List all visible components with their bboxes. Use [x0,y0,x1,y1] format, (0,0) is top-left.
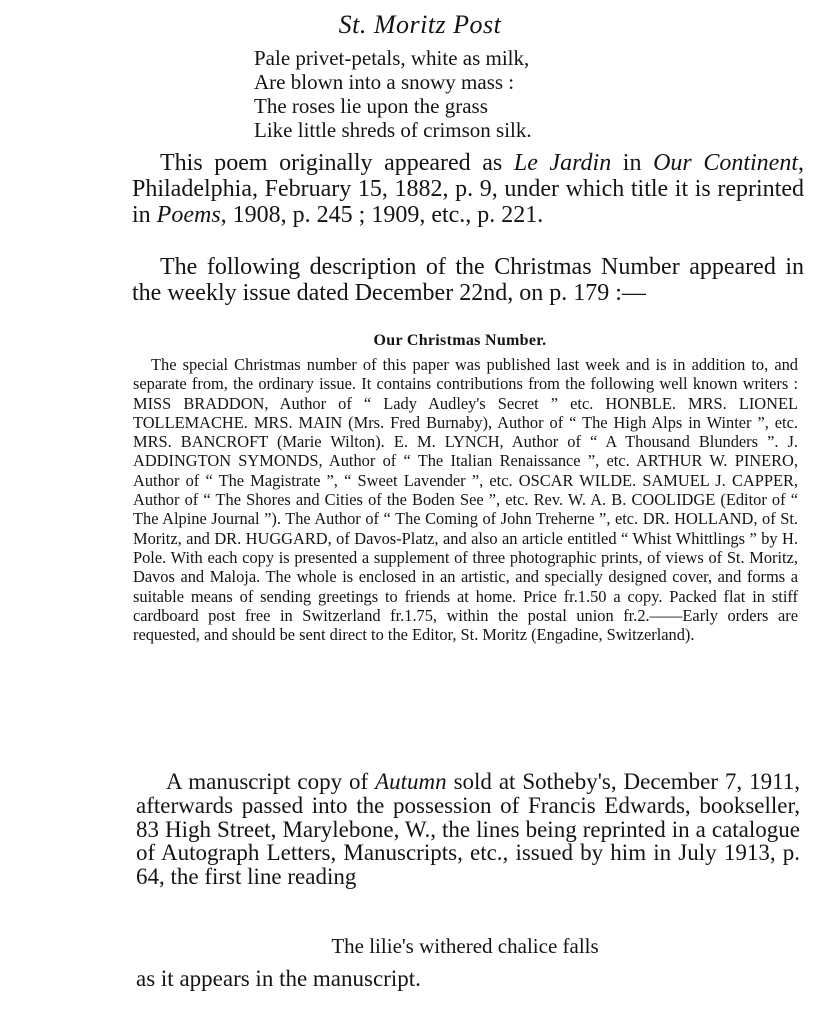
paragraph-christmas-intro: The following description of the Christmas Number appeared in the weekly issue dated December 22nd, on p. 179 :— [132,254,804,306]
quoted-line: The lilie's withered chalice falls [331,934,599,958]
poem-stanza [254,46,532,142]
poem-line: Are blown into a snowy mass : [254,70,515,94]
paragraph-manuscript [136,770,800,889]
text-run: in [611,150,654,176]
italic-title: Poems [156,202,221,228]
italic-title: Le Jardin [513,150,612,176]
notice-body [133,355,798,644]
text-run: This poem originally appeared as [160,150,514,176]
notice-heading: Our Christmas Number. [373,332,547,349]
italic-title: Autumn [375,769,447,794]
paragraph-manuscript-text [136,770,800,889]
poem-line: Pale privet-petals, white as milk, [254,46,530,70]
text-run: , Philadelphia, February 15, 1882, p. 9, under which title it is reprinted in [132,150,804,228]
notice-text: The special Christmas number of this paper was published last week and is in addition to, and separate from, the ordinary issue. It contains contributions from the following well known writers : MISS BRADDON, Author of “ Lady Audley's Secret ” etc. HONBLE. MRS. LIONEL TOLLEMACHE. MRS. MAIN (Mrs. Fred Burnaby), Author of “ The High Alps in Winter ”, etc. MRS. BANCROFT (Marie Wilton). E. M. LYNCH, Author of “ A Thousand Blunders ”. J. ADDINGTON SYMONDS, Author of “ The Italian Renaissance ”, etc. ARTHUR W. PINERO, Author of “ The Magistrate ”, “ Sweet Lavender ”, etc. OSCAR WILDE. SAMUEL J. CAPPER, Author of “ The Shores and Cities of the Boden See ”, etc. Rev. W. A. B. COOLIDGE (Editor of “ The Alpine Journal ”). The Author of “ The Coming of John Treherne ”, etc. DR. HOLLAND, of St. Moritz, and DR. HUGGARD, of Davos-Platz, and also an article entitled “ Whist Whittlings ” by H. Pole. With each copy is presented a supplement of three photographic prints, of views of St. Moritz, Davos and Maloja. The whole is enclosed in an artistic, and specially designed cover, and forms a suitable means of sending greetings to friends at home. Price fr.1.50 a copy. Packed flat in stiff cardboard post free in Switzerland fr.1.75, within the postal union fr.2.——Early orders are requested, and should be sent direct to the Editor, St. Moritz (Engadine, Switzerland). [133,355,798,645]
poem-line: The roses lie upon the grass [254,94,488,118]
poem-line: Like little shreds of crimson silk. [254,118,532,142]
closing-line: as it appears in the manuscript. [136,966,421,991]
text-run: A manuscript copy of [166,769,376,794]
page-title: St. Moritz Post [338,10,502,39]
italic-title: Our Continent [653,150,798,176]
paragraph-publication-history [132,150,804,228]
text-run: , 1908, p. 245 ; 1909, etc., p. 221. [220,202,544,228]
text-run: sold at Sotheby's, December 7, 1911, afterwards passed into the possession of Francis Edwards, bookseller, 83 High Street, Marylebone, W., the lines being reprinted in a catalogue of Autograph Letters, Manuscripts, etc., issued by him in July 1913, p. 64, the first line reading [136,769,800,890]
